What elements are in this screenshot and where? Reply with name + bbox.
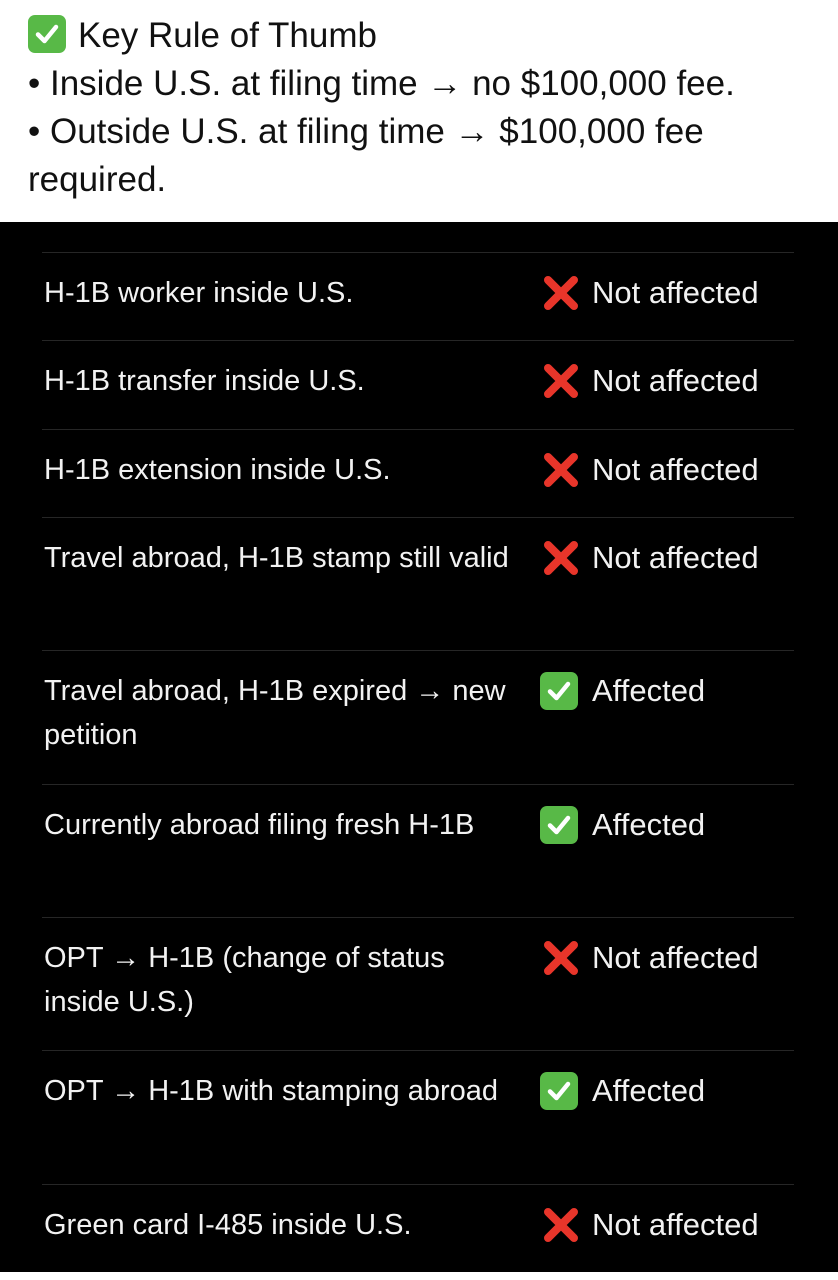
check-mark-icon xyxy=(540,1072,578,1110)
row-status xyxy=(540,271,759,315)
table-row xyxy=(42,1050,794,1185)
check-mark-icon xyxy=(540,806,578,844)
cross-mark-icon xyxy=(540,538,582,578)
check-mark-icon xyxy=(540,672,578,710)
row-status xyxy=(540,669,705,713)
row-status xyxy=(540,1069,705,1113)
status-label: Affected xyxy=(592,673,706,708)
row-status xyxy=(540,359,759,403)
status-label: Not affected xyxy=(592,363,759,398)
cross-mark-icon xyxy=(540,450,582,490)
row-situation: Travel abroad, H-1B stamp still valid xyxy=(44,542,509,574)
row-situation: OPT → H-1B with stamping abroad xyxy=(44,1075,498,1107)
status-label: Not affected xyxy=(592,540,759,575)
row-status xyxy=(540,936,759,980)
cross-mark-icon xyxy=(540,1205,582,1245)
header-bullet-2: • Outside U.S. at filing time → $100,000 fee xyxy=(28,112,704,151)
header-bullet-1: • Inside U.S. at filing time → no $100,000 fee. xyxy=(28,64,735,103)
table-row xyxy=(42,650,794,785)
table-row xyxy=(42,917,794,1051)
row-status xyxy=(540,803,705,847)
status-label: Affected xyxy=(592,1073,706,1108)
row-situation: Green card I-485 inside U.S. xyxy=(44,1209,412,1241)
status-label: Not affected xyxy=(592,452,759,487)
row-situation: H-1B transfer inside U.S. xyxy=(44,365,365,397)
table-row xyxy=(42,1184,794,1273)
row-situation: H-1B extension inside U.S. xyxy=(44,454,391,486)
row-situation: OPT → H-1B (change of status inside U.S.) xyxy=(44,942,445,1018)
check-emoji-icon xyxy=(28,15,66,53)
row-status xyxy=(540,536,759,580)
table-row xyxy=(42,252,794,341)
row-situation: Travel abroad, H-1B expired → new petition xyxy=(44,675,506,751)
status-label: Affected xyxy=(592,807,706,842)
row-status xyxy=(540,1203,759,1247)
header-title-line xyxy=(28,12,377,60)
header-title: Key Rule of Thumb xyxy=(78,16,377,55)
table-row xyxy=(42,429,794,518)
cross-mark-icon xyxy=(540,938,582,978)
status-label: Not affected xyxy=(592,1207,759,1242)
cross-mark-icon xyxy=(540,273,582,313)
row-situation: H-1B worker inside U.S. xyxy=(44,277,354,309)
table-row xyxy=(42,340,794,430)
rule-header xyxy=(0,0,838,222)
bottom-divider xyxy=(0,1272,838,1280)
row-status xyxy=(540,448,759,492)
cross-mark-icon xyxy=(540,361,582,401)
table-row xyxy=(42,517,794,651)
table-row xyxy=(42,784,794,918)
header-bullet-2-continuation: required. xyxy=(28,160,167,199)
status-label: Not affected xyxy=(592,275,759,310)
row-situation: Currently abroad filing fresh H-1B xyxy=(44,809,475,841)
impact-table xyxy=(0,222,838,1272)
status-label: Not affected xyxy=(592,940,759,975)
